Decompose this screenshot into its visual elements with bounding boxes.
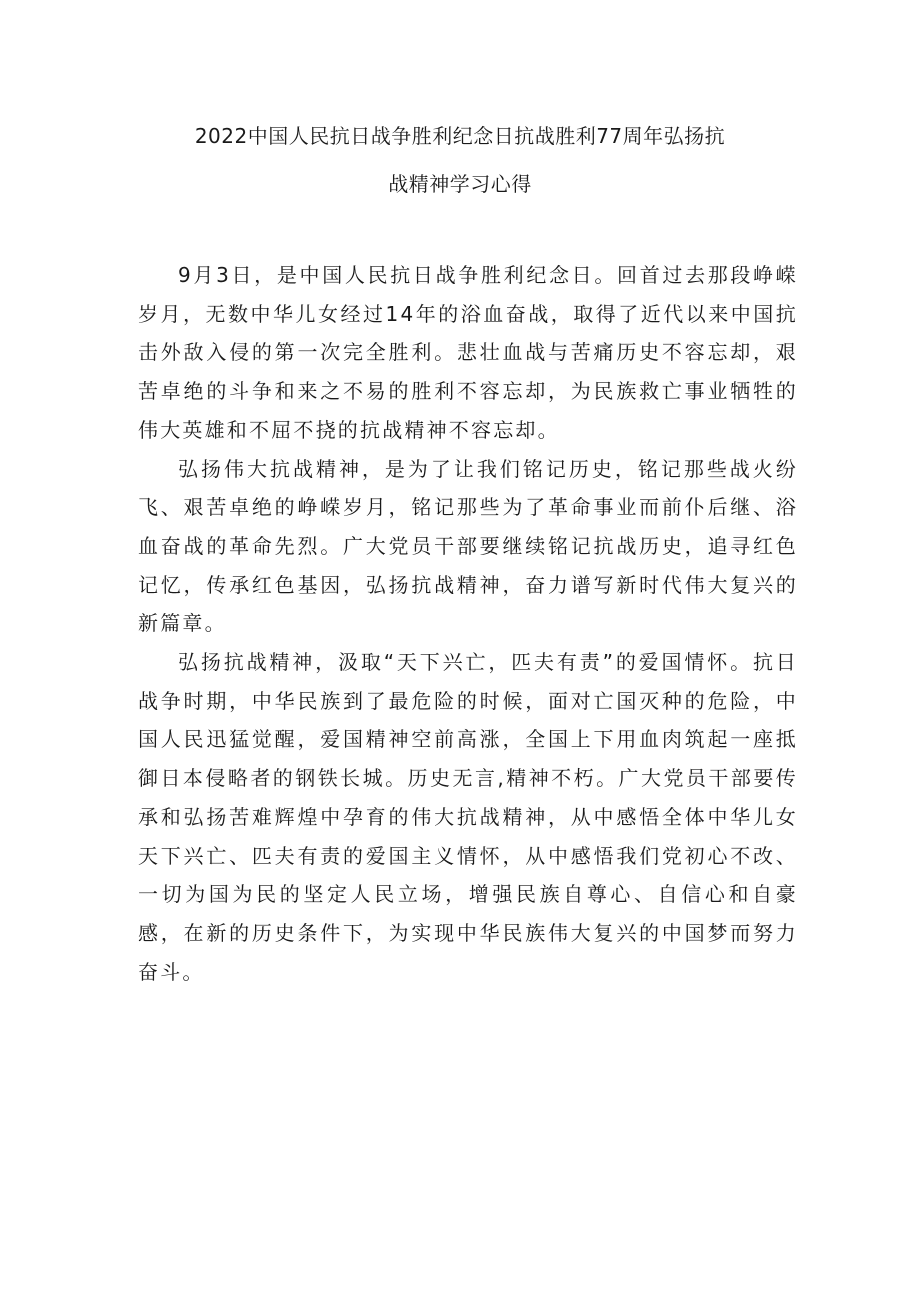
document-title bbox=[120, 112, 800, 208]
title-line-1: 2022中国人民抗日战争胜利纪念日抗战胜利77周年弘扬抗 bbox=[194, 124, 726, 148]
paragraph-1: 9月3日，是中国人民抗日战争胜利纪念日。回首过去那段峥嵘岁月，无数中华儿女经过14年的浴血奋战，取得了近代以来中国抗击外敌入侵的第一次完全胜利。悲壮血战与苦痛历史不容忘却，艰苦卓绝的斗争和来之不易的胜利不容忘却，为民族救亡事业牺牲的伟大英雄和不屈不挠的抗战精神不容忘却。 bbox=[138, 263, 798, 442]
paragraph-3: 弘扬抗战精神，汲取“天下兴亡，匹夫有责”的爱国情怀。抗日战争时期，中华民族到了最危险的时候，面对亡国灭种的危险，中国人民迅猛觉醒，爱国精神空前高涨，全国上下用血肉筑起一座抵御日本侵略者的钢铁长城。历史无言,精神不朽。广大党员干部要传承和弘扬苦难辉煌中孕育的伟大抗战精神，从中感悟全体中华儿女天下兴亡、匹夫有责的爱国主义情怀，从中感悟我们党初心不改、一切为国为民的坚定人民立场，增强民族自尊心、自信心和自豪感，在新的历史条件下，为实现中华民族伟大复兴的中国梦而努力奋斗。 bbox=[138, 650, 798, 984]
paragraph-2: 弘扬伟大抗战精神，是为了让我们铭记历史，铭记那些战火纷飞、艰苦卓绝的峥嵘岁月，铭记那些为了革命事业而前仆后继、浴血奋战的革命先烈。广大党员干部要继续铭记抗战历史，追寻红色记忆，传承红色基因，弘扬抗战精神，奋力谱写新时代伟大复兴的新篇章。 bbox=[138, 456, 798, 636]
title-line-2: 战精神学习心得 bbox=[388, 172, 532, 196]
document-body bbox=[138, 256, 798, 991]
